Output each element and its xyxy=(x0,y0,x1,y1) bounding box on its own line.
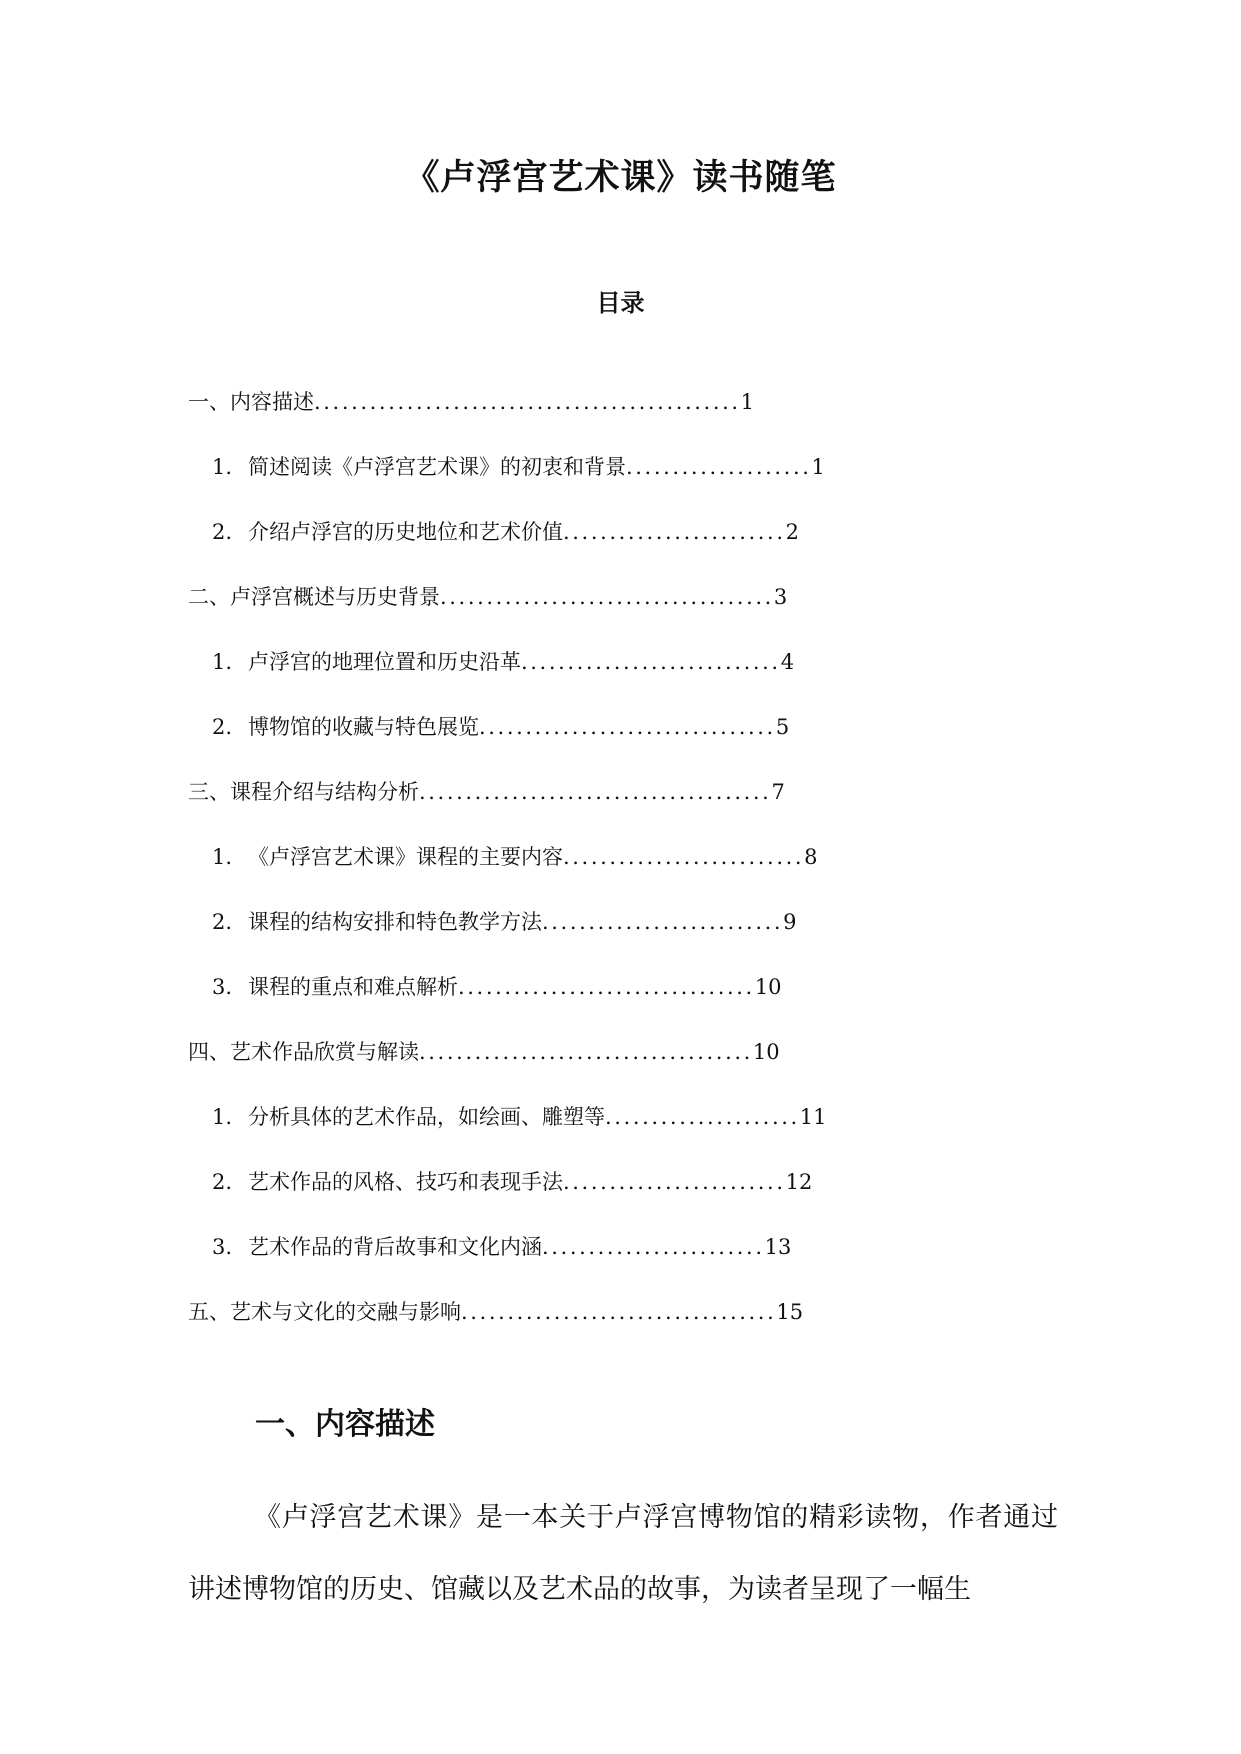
toc-entry[interactable] xyxy=(188,517,968,582)
toc-entry-leader: .................... xyxy=(626,455,812,479)
toc-entry-text: 课程的结构安排和特色教学方法 xyxy=(248,910,542,934)
toc-entry-page-number: 7 xyxy=(771,780,785,804)
toc-heading: 目录 xyxy=(596,289,645,317)
toc-entry-text: 五、艺术与文化的交融与影响 xyxy=(188,1300,461,1324)
toc-entry[interactable] xyxy=(188,647,968,712)
toc-entry-leader: .......................... xyxy=(542,910,784,934)
toc-entry-text: 三、课程介绍与结构分析 xyxy=(188,780,419,804)
toc-entry-leader: ........................ xyxy=(542,1235,765,1259)
toc-entry-page-number: 9 xyxy=(783,910,797,934)
toc-entry[interactable] xyxy=(188,452,968,517)
toc-entry-leader: ................................ xyxy=(479,715,776,739)
toc-entry-number: 1. xyxy=(212,650,233,674)
toc-entry-number: 1. xyxy=(212,1105,233,1129)
toc-entry-text: 二、卢浮宫概述与历史背景 xyxy=(188,585,440,609)
toc-entry-page-number: 13 xyxy=(764,1235,792,1259)
table-of-contents xyxy=(188,387,968,1362)
toc-entry-text: 介绍卢浮宫的历史地位和艺术价值 xyxy=(248,520,563,544)
toc-entry-text: 课程的重点和难点解析 xyxy=(248,975,458,999)
toc-entry-text: 分析具体的艺术作品，如绘画、雕塑等 xyxy=(248,1105,605,1129)
toc-entry-number: 2. xyxy=(212,715,233,739)
toc-entry-number: 2. xyxy=(212,520,233,544)
toc-entry-page-number: 12 xyxy=(785,1170,813,1194)
toc-entry-leader: ........................ xyxy=(563,1170,786,1194)
toc-entry[interactable] xyxy=(188,1102,968,1167)
toc-entry-text: 一、内容描述 xyxy=(188,390,314,414)
toc-entry-page-number: 8 xyxy=(804,845,818,869)
toc-entry[interactable] xyxy=(188,1232,968,1297)
toc-entry-page-number: 1 xyxy=(811,455,825,479)
section-heading: 一、内容描述 xyxy=(255,1407,435,1442)
toc-entry[interactable] xyxy=(188,777,968,842)
toc-entry[interactable] xyxy=(188,1167,968,1232)
toc-entry-leader: ............................ xyxy=(521,650,781,674)
toc-entry-page-number: 15 xyxy=(776,1300,804,1324)
toc-entry-text: 《卢浮宫艺术课》课程的主要内容 xyxy=(248,845,563,869)
toc-entry-leader: ..................... xyxy=(605,1105,800,1129)
toc-entry-page-number: 11 xyxy=(799,1105,827,1129)
toc-entry-page-number: 3 xyxy=(773,585,788,609)
toc-entry-leader: .................................... xyxy=(440,585,774,609)
toc-entry-number: 3. xyxy=(212,1235,233,1259)
document-title: 《卢浮宫艺术课》读书随笔 xyxy=(404,158,837,198)
toc-entry[interactable] xyxy=(188,1037,968,1102)
toc-entry-leader: ...................................... xyxy=(419,780,772,804)
toc-entry[interactable] xyxy=(188,972,968,1037)
toc-entry[interactable] xyxy=(188,842,968,907)
toc-entry-number: 1. xyxy=(212,455,233,479)
toc-entry-number: 1. xyxy=(212,845,233,869)
toc-entry-page-number: 4 xyxy=(780,650,795,674)
toc-entry-page-number: 1 xyxy=(740,390,755,414)
toc-entry-page-number: 5 xyxy=(775,715,790,739)
toc-entry-leader: .................................... xyxy=(419,1040,753,1064)
toc-entry-text: 艺术作品的背后故事和文化内涵 xyxy=(248,1235,542,1259)
toc-entry-leader: ........................ xyxy=(563,520,786,544)
toc-entry[interactable] xyxy=(188,1297,968,1362)
toc-entry-leader: .............................................. xyxy=(314,390,741,414)
toc-entry-leader: .................................. xyxy=(461,1300,777,1324)
toc-entry[interactable] xyxy=(188,712,968,777)
toc-entry-text: 四、艺术作品欣赏与解读 xyxy=(188,1040,419,1064)
toc-entry-leader: .......................... xyxy=(563,845,805,869)
toc-entry-number: 2. xyxy=(212,910,233,934)
toc-entry-number: 3. xyxy=(212,975,233,999)
toc-entry-page-number: 2 xyxy=(785,520,799,544)
toc-entry-leader: ................................ xyxy=(458,975,755,999)
toc-entry-text: 简述阅读《卢浮宫艺术课》的初衷和背景 xyxy=(248,455,626,479)
toc-entry-page-number: 10 xyxy=(754,975,782,999)
toc-entry-text: 博物馆的收藏与特色展览 xyxy=(248,715,479,739)
toc-entry-number: 2. xyxy=(212,1170,233,1194)
toc-entry[interactable] xyxy=(188,387,968,452)
toc-entry[interactable] xyxy=(188,907,968,972)
toc-entry-page-number: 10 xyxy=(752,1040,780,1064)
toc-entry-text: 艺术作品的风格、技巧和表现手法 xyxy=(248,1170,563,1194)
toc-entry-text: 卢浮宫的地理位置和历史沿革 xyxy=(248,650,521,674)
toc-entry[interactable] xyxy=(188,582,968,647)
body-paragraph: 《卢浮宫艺术课》是一本关于卢浮宫博物馆的精彩读物，作者通过讲述博物馆的历史、馆藏以及艺术品的故事，为读者呈现了一幅生 xyxy=(188,1502,1058,1605)
